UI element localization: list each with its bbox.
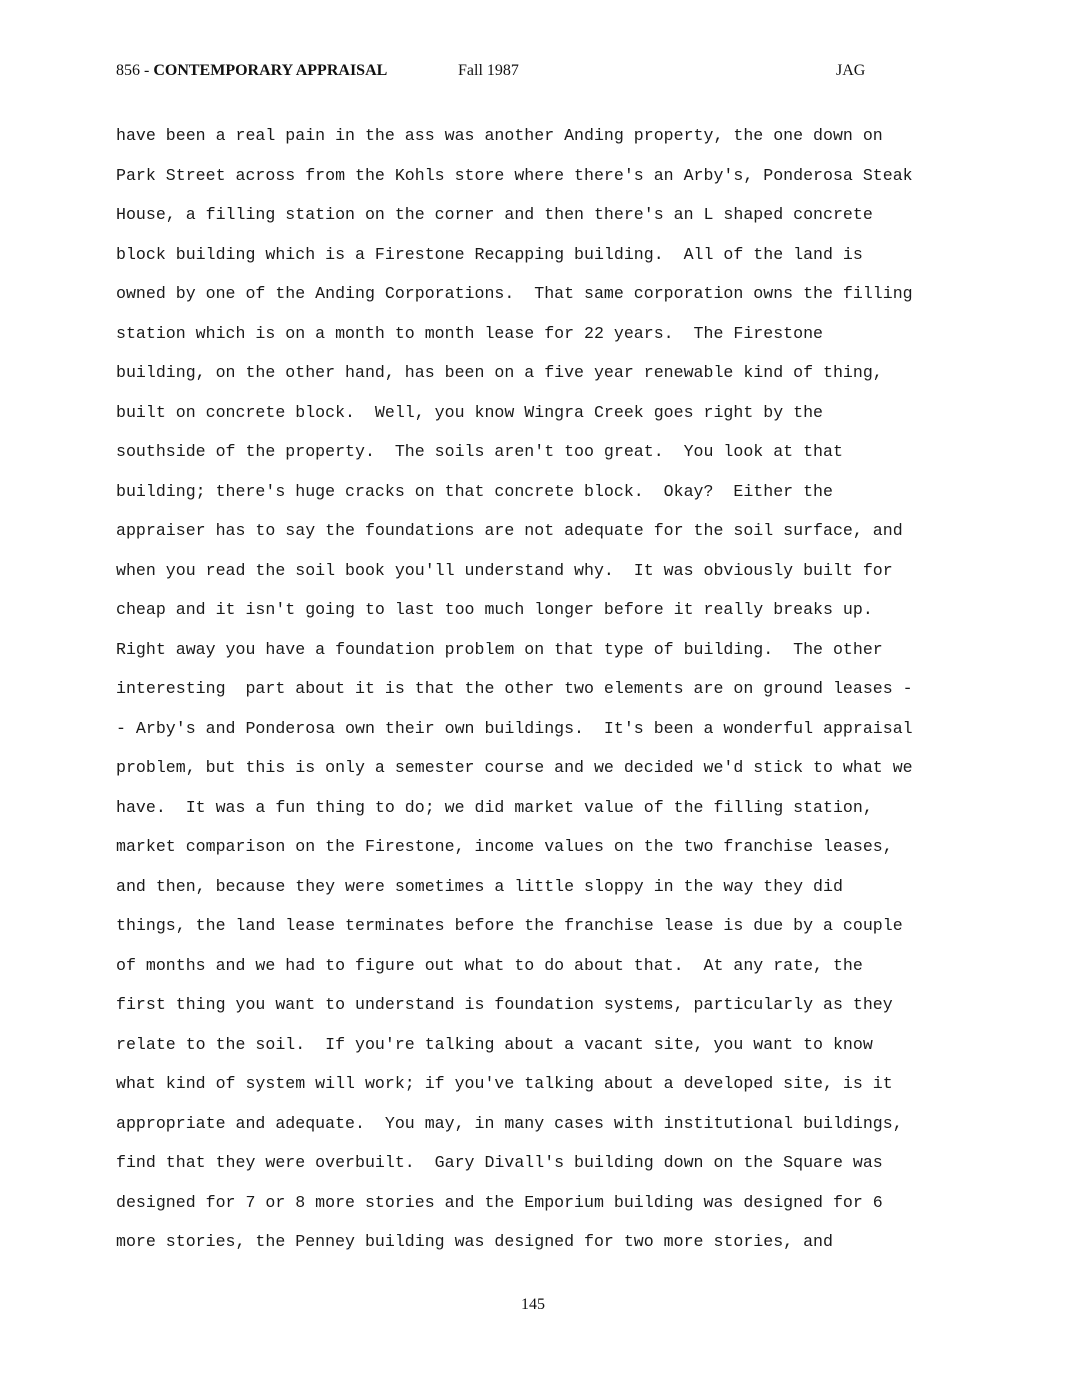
text-line: market comparison on the Firestone, income values on the two franchise leases, — [116, 837, 893, 856]
text-line: block building which is a Firestone Recapping building. All of the land is — [116, 244, 863, 264]
text-line: relate to the soil. If you're talking about a vacant site, you want to know — [116, 1034, 873, 1054]
text-line: designed for 7 or 8 more stories and the Emporium building was designed for 6 — [116, 1192, 883, 1212]
text-line: more stories, the Penney building was designed for two more stories, and — [116, 1232, 833, 1251]
term-label: Fall 1987 — [458, 62, 519, 79]
text-line: have. It was a fun thing to do; we did market value of the filling station, — [116, 797, 873, 817]
course-heading — [116, 62, 387, 80]
text-line: interesting part about it is that the other two elements are on ground leases - — [116, 679, 913, 698]
text-line: have been a real pain in the ass was another Anding property, the one down on — [116, 126, 883, 145]
text-line: - Arby's and Ponderosa own their own buildings. It's been a wonderful appraisal — [116, 718, 913, 738]
text-line: what kind of system will work; if you've talking about a developed site, is it — [116, 1074, 893, 1093]
page-header — [0, 62, 1066, 86]
course-number: 856 - — [116, 62, 154, 79]
text-line: Park Street across from the Kohls store where there's an Arby's, Ponderosa Steak — [116, 165, 913, 185]
text-line: House, a filling station on the corner and then there's an L shaped concrete — [116, 205, 873, 224]
text-line: appropriate and adequate. You may, in many cases with institutional buildings, — [116, 1113, 903, 1133]
text-line: built on concrete block. Well, you know Wingra Creek goes right by the — [116, 402, 824, 422]
text-line: owned by one of the Anding Corporations. That same corporation owns the filling — [116, 284, 913, 303]
transcript-body — [116, 122, 976, 1268]
text-line: building; there's huge cracks on that concrete block. Okay? Either the — [116, 481, 833, 501]
text-line: first thing you want to understand is foundation systems, particularly as they — [116, 995, 893, 1014]
text-line: building, on the other hand, has been on a five year renewable kind of thing, — [116, 363, 883, 382]
text-line: station which is on a month to month lease for 22 years. The Firestone — [116, 323, 824, 343]
text-line: Right away you have a foundation problem on that type of building. The other — [116, 639, 883, 659]
text-line: of months and we had to figure out what to do about that. At any rate, the — [116, 955, 863, 975]
text-line: cheap and it isn't going to last too much longer before it really breaks up. — [116, 600, 873, 619]
author-initials: JAG — [836, 62, 866, 79]
page-footer — [0, 1296, 1066, 1314]
text-line: southside of the property. The soils aren't too great. You look at that — [116, 442, 843, 461]
text-line: find that they were overbuilt. Gary Divall's building down on the Square was — [116, 1153, 883, 1172]
text-line: things, the land lease terminates before the franchise lease is due by a couple — [116, 916, 903, 935]
text-line: problem, but this is only a semester course and we decided we'd stick to what we — [116, 758, 913, 777]
course-title: CONTEMPORARY APPRAISAL — [153, 62, 388, 79]
page-number: 145 — [521, 1296, 545, 1313]
text-line: when you read the soil book you'll understand why. It was obviously built for — [116, 560, 893, 580]
text-line: appraiser has to say the foundations are not adequate for the soil surface, and — [116, 521, 903, 540]
text-line: and then, because they were sometimes a little sloppy in the way they did — [116, 876, 843, 896]
